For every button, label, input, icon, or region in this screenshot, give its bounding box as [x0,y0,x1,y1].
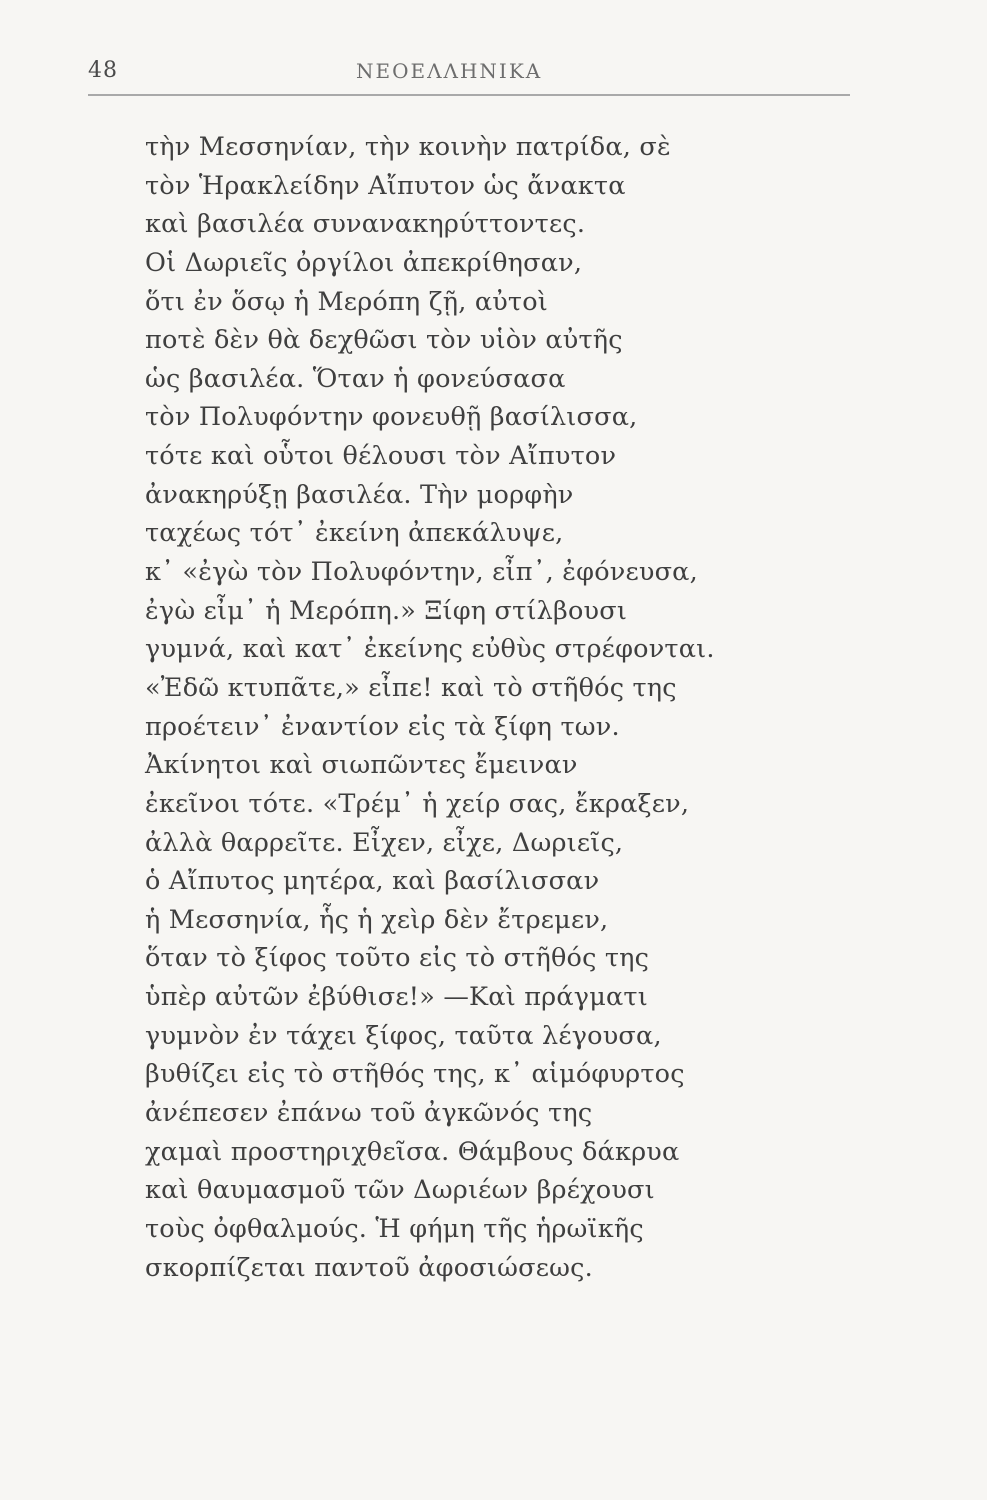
text-line: ὁ Αἴπυτος μητέρα, καὶ βασίλισσαν [145,866,600,897]
text-line: Ἀκίνητοι καὶ σιωπῶντες ἔμειναν [145,750,578,781]
text-line: τοὺς ὀφθαλμούς. Ἡ φήμη τῆς ἡρωϊκῆς [145,1213,644,1244]
text-line: γυμνά, καὶ κατ᾽ ἐκείνης εὐθὺς στρέφονται. [145,634,715,665]
text-line: τὴν Μεσσηνίαν, τὴν κοινὴν πατρίδα, σὲ [145,132,671,162]
text-line: «Ἐδῶ κτυπᾶτε,» εἶπε! καὶ τὸ στῆθός της [145,672,677,703]
page-header [88,58,848,88]
page-number: 48 [88,58,118,83]
text-line: ὅτι ἐν ὅσῳ ἡ Μερόπη ζῇ, αὐτοὶ [145,286,548,317]
text-line: σκορπίζεται παντοῦ ἀφοσιώσεως. [145,1252,593,1283]
text-line: χαμαὶ προστηριχθεῖσα. Θάμβους δάκρυα [145,1136,680,1167]
text-line: βυθίζει εἰς τὸ στῆθός της, κ᾽ αἱμόφυρτος [145,1059,685,1090]
text-line: ἐγὼ εἶμ᾽ ἡ Μερόπη.» Ξίφη στίλβουσι [145,595,628,626]
text-line: ποτὲ δὲν θὰ δεχθῶσι τὸν υἱὸν αὐτῆς [145,325,623,356]
text-line: τὸν Ἡρακλείδην Αἴπυτον ὡς ἄνακτα [145,170,626,201]
text-line: ὅταν τὸ ξίφος τοῦτο εἰς τὸ στῆθός της [145,943,650,974]
text-line: ταχέως τότ᾽ ἐκείνη ἀπεκάλυψε, [145,518,564,549]
text-line: προέτειν᾽ ἐναντίον εἰς τὰ ξίφη των. [145,711,620,742]
text-line: καὶ θαυμασμοῦ τῶν Δωριέων βρέχουσι [145,1175,655,1206]
text-line: τότε καὶ οὗτοι θέλουσι τὸν Αἴπυτον [145,441,617,472]
text-line: ἀλλὰ θαρρεῖτε. Εἶχεν, εἶχε, Δωριεῖς, [145,827,624,858]
text-line: ὡς βασιλέα. Ὅταν ἡ φονεύσασα [145,363,566,394]
text-line: καὶ βασιλέα συνανακηρύττοντες. [145,209,586,240]
running-title: ΝΕΟΕΛΛΗΝΙΚΑ [356,59,543,83]
text-line: ὑπὲρ αὐτῶν ἐβύθισε!» —Καὶ πράγματι [145,982,648,1013]
text-line: γυμνὸν ἐν τάχει ξίφος, ταῦτα λέγουσα, [145,1020,662,1051]
text-line: ἀνακηρύξῃ βασιλέα. Τὴν μορφὴν [145,479,574,510]
text-line: κ᾽ «ἐγὼ τὸν Πολυφόντην, εἶπ᾽, ἐφόνευσα, [145,557,698,588]
text-line: τὸν Πολυφόντην φονευθῇ βασίλισσα, [145,402,638,433]
text-line: ἐκεῖνοι τότε. «Τρέμ᾽ ἡ χείρ σας, ἔκραξεν, [145,788,690,819]
body-text [145,128,845,1287]
text-line: ἀνέπεσεν ἐπάνω τοῦ ἀγκῶνός της [145,1098,593,1129]
text-line: ἡ Μεσσηνία, ἧς ἡ χεὶρ δὲν ἔτρεμεν, [145,904,609,935]
text-line: Οἱ Δωριεῖς ὀργίλοι ἀπεκρίθησαν, [145,247,583,278]
header-rule [88,94,850,96]
